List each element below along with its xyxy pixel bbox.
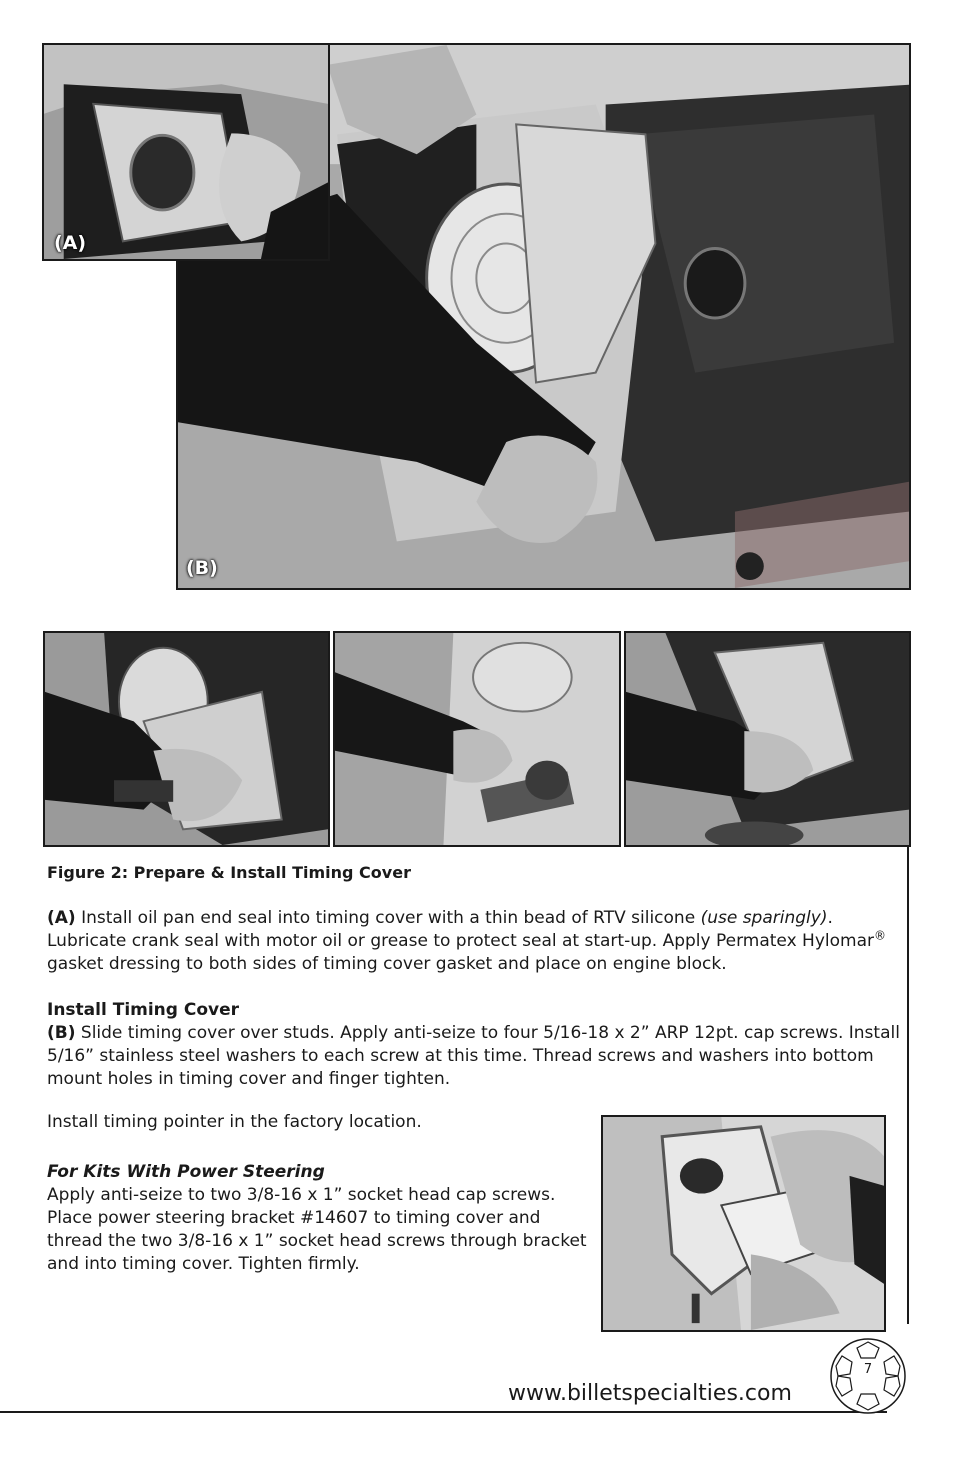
- step-photo-3: [624, 631, 911, 847]
- power-steering-paragraph: [47, 1161, 592, 1276]
- power-steering-photo: [601, 1115, 886, 1332]
- step-2-photo: [335, 633, 619, 845]
- figure-caption: Figure 2: Prepare & Install Timing Cover: [47, 863, 411, 882]
- bracket-install-photo: [603, 1117, 884, 1330]
- website-link[interactable]: www.billetspecialties.com: [508, 1381, 792, 1406]
- section-b-heading: Install Timing Cover: [47, 1000, 240, 1020]
- step-photo-2: [333, 631, 621, 847]
- section-a-marker: (A): [47, 908, 76, 928]
- section-b-marker: (B): [47, 1023, 76, 1043]
- photo-label-a: (A): [54, 232, 87, 254]
- timing-pointer-paragraph: Install timing pointer in the factory location.: [47, 1112, 422, 1132]
- step-3-photo: [626, 633, 909, 845]
- section-a-text-2: . Lubricate crank seal with motor oil or grease to protect seal at start-up. Apply Permatex Hylomar: [47, 908, 874, 951]
- section-a-text-1: Install oil pan end seal into timing cover with a thin bead of RTV silicone: [75, 908, 701, 928]
- page-number: 7: [863, 1362, 873, 1377]
- registered-mark: ®: [873, 928, 886, 943]
- right-border-rule: [907, 846, 909, 1324]
- step-photo-1: [43, 631, 330, 847]
- section-b-paragraph: [47, 999, 905, 1091]
- photo-label-b: (B): [186, 557, 218, 579]
- oil-pan-seal-photo: [44, 45, 328, 259]
- step-1-photo: [45, 633, 328, 845]
- power-steering-heading: For Kits With Power Steering: [47, 1162, 325, 1182]
- section-a-text-3: gasket dressing to both sides of timing cover gasket and place on engine block.: [47, 954, 727, 974]
- power-steering-text: Apply anti-seize to two 3/8-16 x 1” socket head cap screws. Place power steering bracket #14607 to timing cover and thread the two 3/8-16 x 1” socket head screws through bracket and into timing cover. Tighten firmly.: [47, 1185, 587, 1274]
- section-a-paragraph: [47, 907, 905, 976]
- footer-rule: [0, 1411, 887, 1413]
- section-b-text: Slide timing cover over studs. Apply anti-seize to four 5/16-18 x 2” ARP 12pt. cap screws. Install 5/16” stainless steel washers to each screw at this time. Thread screws and washers into bottom mount holes in timing cover and finger tighten.: [47, 1023, 900, 1089]
- inset-photo-a: [42, 43, 330, 261]
- section-a-italic: (use sparingly): [700, 908, 828, 928]
